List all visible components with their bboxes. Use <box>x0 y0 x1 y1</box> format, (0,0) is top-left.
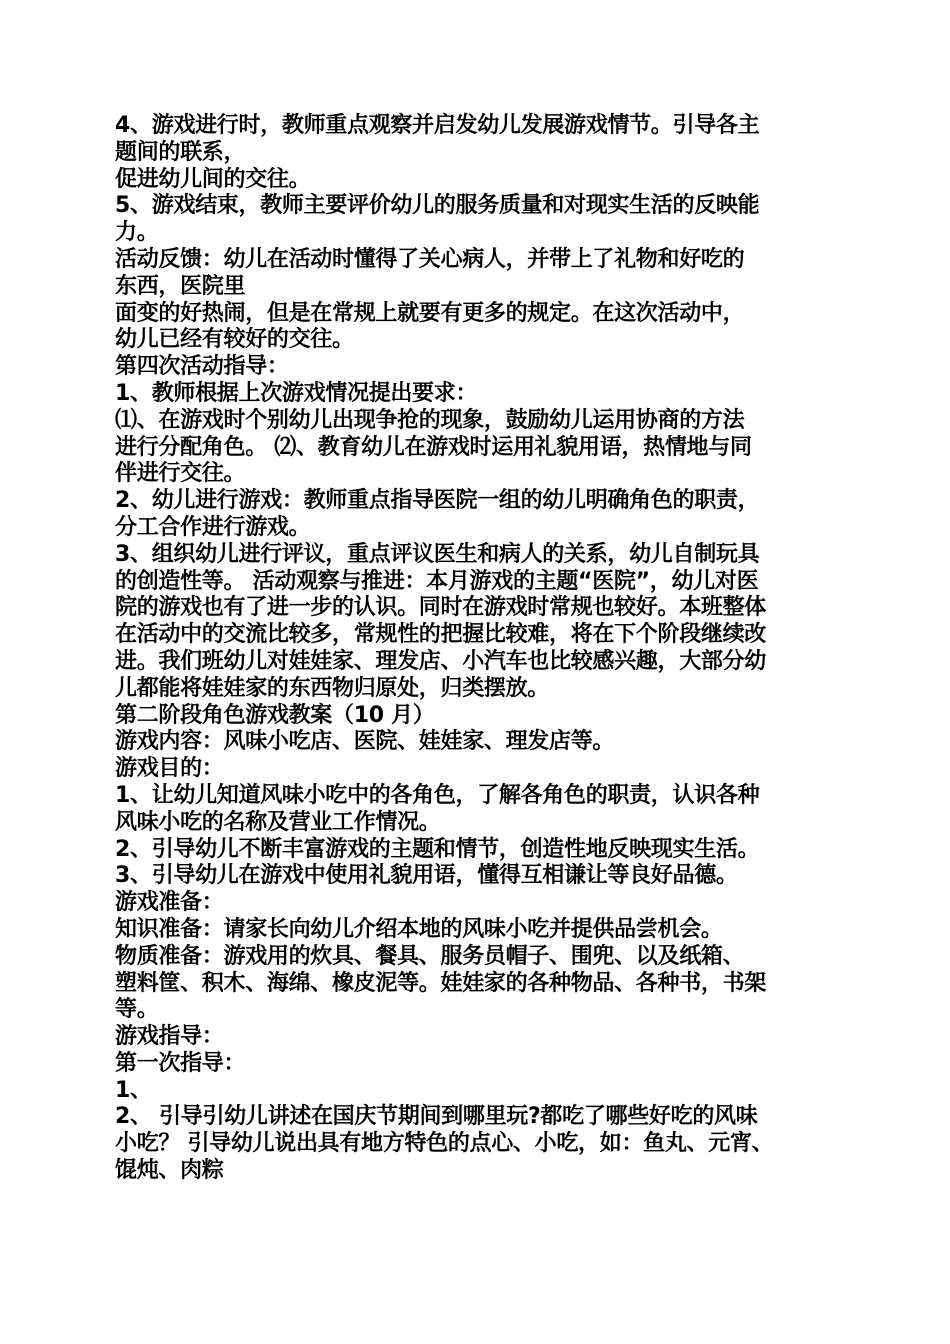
text-line: 东西，医院里 <box>115 273 246 299</box>
text-line: 1、教师根据上次游戏情况提出要求： <box>115 380 478 406</box>
text-line: 促进幼儿间的交往。 <box>115 166 311 192</box>
text-line: 院的游戏也有了进一步的认识。同时在游戏时常规也较好。本班整体 <box>115 595 767 621</box>
text-line: ⑴、在游戏时个别幼儿出现争抢的现象，鼓励幼儿运用协商的方法 <box>115 407 745 433</box>
text-line: 面变的好热闹，但是在常规上就要有更多的规定。在这次活动中， <box>115 300 745 326</box>
text-line: 游戏准备： <box>115 890 224 916</box>
section-heading: 第四次活动指导： <box>115 354 289 380</box>
text-line: 儿都能将娃娃家的东西物归原处，归类摆放。 <box>115 675 550 701</box>
text-line: 题间的联系， <box>115 139 246 165</box>
text-line: 2、 引导引幼儿讲述在国庆节期间到哪里玩?都吃了哪些好吃的风味 <box>115 1104 758 1130</box>
text-line: 的创造性等。 活动观察与推进：本月游戏的主题“医院”，幼儿对医 <box>115 568 759 594</box>
text-line: 第一次指导： <box>115 1050 246 1076</box>
text-line: 2、引导幼儿不断丰富游戏的主题和情节，创造性地反映现实生活。 <box>115 836 760 862</box>
text-line: 1、 <box>115 1077 152 1103</box>
text-line: 知识准备：请家长向幼儿介绍本地的风味小吃并提供品尝机会。 <box>115 916 723 942</box>
text-line: 1、让幼儿知道风味小吃中的各角色，了解各角色的职责，认识各种 <box>115 782 760 808</box>
text-line: 风味小吃的名称及营业工作情况。 <box>115 809 441 835</box>
text-line: 力。 <box>115 220 159 246</box>
text-line: 伴进行交往。 <box>115 461 246 487</box>
text-line: 游戏内容：风味小吃店、医院、娃娃家、理发店等。 <box>115 729 615 755</box>
section-heading: 第二阶段角色游戏教案（10 月） <box>115 702 435 728</box>
document-page <box>115 113 835 1185</box>
text-line: 3、引导幼儿在游戏中使用礼貌用语，懂得互相谦让等良好品德。 <box>115 863 738 889</box>
text-line: 进行分配角色。 ⑵、教育幼儿在游戏时运用礼貌用语，热情地与同 <box>115 434 752 460</box>
text-line: 游戏指导： <box>115 1024 224 1050</box>
text-line: 馄炖、肉粽 <box>115 1158 224 1184</box>
text-line: 小吃？ 引导幼儿说出具有地方特色的点心、小吃，如：鱼丸、元宵、 <box>115 1131 774 1157</box>
text-line: 塑料筐、积木、海绵、橡皮泥等。娃娃家的各种物品、各种书，书架 <box>115 970 767 996</box>
text-line: 活动反馈：幼儿在活动时懂得了关心病人，并带上了礼物和好吃的 <box>115 246 745 272</box>
text-line: 等。 <box>115 997 159 1023</box>
text-line: 5、游戏结束，教师主要评价幼儿的服务质量和对现实生活的反映能 <box>115 193 760 219</box>
text-line: 游戏目的： <box>115 756 224 782</box>
text-line: 3、组织幼儿进行评议，重点评议医生和病人的关系，幼儿自制玩具 <box>115 541 760 567</box>
text-line: 4、游戏进行时，教师重点观察并启发幼儿发展游戏情节。引导各主 <box>115 113 760 138</box>
text-line: 幼儿已经有较好的交往。 <box>115 327 354 353</box>
text-line: 2、幼儿进行游戏：教师重点指导医院一组的幼儿明确角色的职责， <box>115 488 760 514</box>
text-line: 在活动中的交流比较多，常规性的把握比较难，将在下个阶段继续改 <box>115 622 767 648</box>
text-line: 分工合作进行游戏。 <box>115 514 311 540</box>
text-line: 物质准备：游戏用的炊具、餐具、服务员帽子、围兜、以及纸箱、 <box>115 943 745 969</box>
text-line: 进。我们班幼儿对娃娃家、理发店、小汽车也比较感兴趣，大部分幼 <box>115 648 767 674</box>
